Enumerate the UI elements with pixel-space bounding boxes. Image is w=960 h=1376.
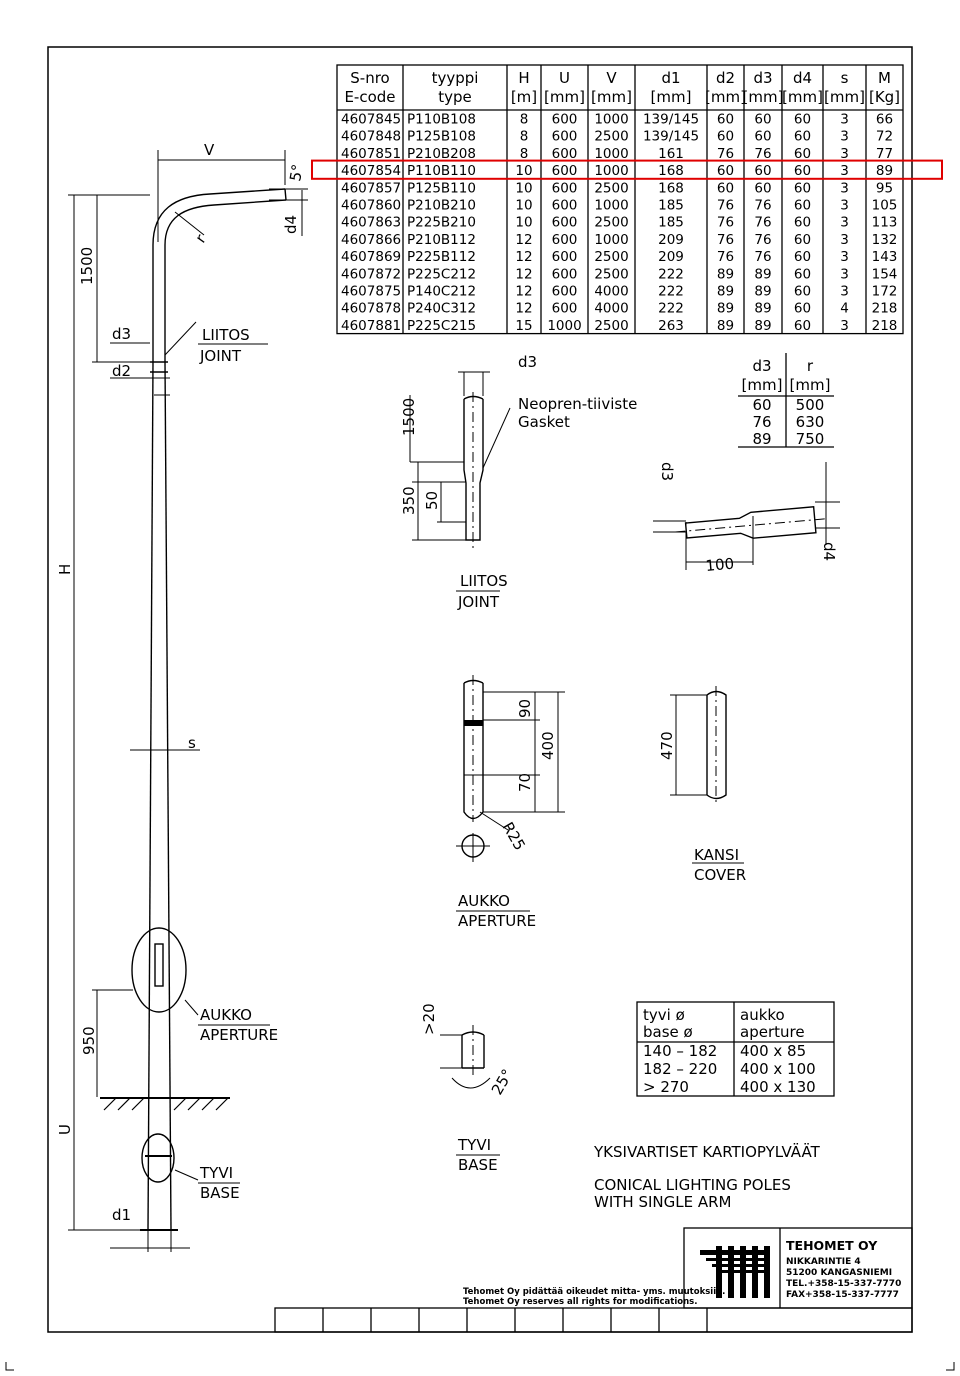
- joint-detail-label-fi: LIITOS: [460, 572, 508, 590]
- spec-cell: P110B108: [407, 111, 476, 128]
- aperture-header-cell: tyvi ø: [643, 1006, 685, 1024]
- joint-detail-label-en: JOINT: [458, 593, 500, 611]
- spec-cell: 139/145: [642, 128, 700, 145]
- spec-cell: 60: [793, 163, 812, 180]
- spec-header-cell: H: [518, 69, 530, 87]
- spec-cell: 76: [716, 214, 735, 231]
- aperture-label-en: APERTURE: [200, 1026, 279, 1044]
- spec-cell: 113: [871, 214, 898, 231]
- gasket-label-en: Gasket: [518, 413, 570, 431]
- spec-cell: 3: [840, 283, 849, 300]
- spec-cell: 3: [840, 249, 849, 266]
- spec-cell: P240C312: [407, 300, 477, 317]
- aperture-header-unit: base ø: [643, 1023, 693, 1041]
- spec-cell: 8: [519, 145, 529, 162]
- arm-joint-detail: [653, 462, 840, 570]
- dim-d1: d1: [112, 1206, 132, 1224]
- spec-header-unit: [mm]: [544, 88, 585, 106]
- spec-cell: 2500: [594, 266, 629, 283]
- dim-d4-arm: d4: [282, 214, 300, 234]
- spec-cell: 60: [754, 128, 772, 145]
- spec-cell: 60: [716, 111, 735, 128]
- spec-header-unit: [mm]: [650, 88, 692, 106]
- spec-cell: 600: [551, 266, 578, 283]
- base-dim-25deg: 25°: [487, 1065, 517, 1098]
- joint-dim-350: 350: [400, 486, 418, 515]
- spec-cell: 76: [754, 214, 772, 231]
- spec-cell: 76: [754, 145, 772, 162]
- spec-cell: 60: [793, 128, 812, 145]
- joint-dim-1500: 1500: [400, 397, 418, 436]
- spec-cell: 4607875: [341, 283, 402, 300]
- spec-cell: 89: [716, 300, 735, 317]
- spec-cell: 76: [716, 145, 735, 162]
- base-dim-gt20: >20: [420, 1003, 438, 1035]
- aperture-cell: 140 – 182: [643, 1042, 718, 1060]
- spec-cell: 600: [551, 163, 578, 180]
- spec-cell: 12: [515, 231, 533, 248]
- spec-cell: 4000: [594, 300, 629, 317]
- spec-cell: 1000: [594, 197, 629, 214]
- company-address1: NIKKARINTIE 4: [786, 1257, 861, 1267]
- radius-header-cell: r: [806, 357, 814, 375]
- spec-cell: 3: [840, 197, 849, 214]
- base-detail-label-en: BASE: [458, 1156, 498, 1174]
- spec-cell: 3: [840, 128, 849, 145]
- spec-cell: 600: [551, 128, 578, 145]
- aperture-detail-label-fi: AUKKO: [458, 892, 510, 910]
- spec-header-unit: [mm]: [782, 88, 823, 106]
- spec-header-cell: d4: [792, 69, 813, 87]
- spec-cell: 60: [793, 214, 812, 231]
- title-en-line1: CONICAL LIGHTING POLES: [594, 1176, 791, 1194]
- spec-cell: P225C212: [407, 266, 477, 283]
- spec-header-cell: M: [878, 69, 891, 87]
- dim-d3: d3: [112, 325, 132, 343]
- spec-cell: P125B110: [407, 180, 476, 197]
- spec-header-cell: d3: [753, 69, 773, 87]
- title-en-line2: WITH SINGLE ARM: [594, 1193, 732, 1211]
- dim-1500-joint: 1500: [78, 246, 96, 285]
- rights-en: Tehomet Oy reserves all rights for modifications.: [463, 1297, 698, 1307]
- spec-cell: 12: [515, 300, 533, 317]
- spec-cell: 89: [716, 266, 735, 283]
- radius-cell: 500: [795, 396, 825, 414]
- company-address2: 51200 KANGASNIEMI: [786, 1268, 893, 1278]
- spec-cell: 139/145: [642, 111, 700, 128]
- aperture-header-cell: aukko: [740, 1006, 785, 1024]
- spec-cell: 3: [840, 145, 849, 162]
- spec-cell: 10: [515, 214, 533, 231]
- spec-cell: 89: [716, 317, 735, 334]
- arm-dim-d3: d3: [658, 462, 676, 482]
- spec-cell: 132: [871, 231, 898, 248]
- company-name: TEHOMET OY: [786, 1238, 878, 1253]
- radius-header-unit: [mm]: [741, 376, 783, 394]
- spec-cell: 263: [658, 317, 684, 334]
- spec-cell: 600: [551, 145, 578, 162]
- radius-cell: 60: [752, 396, 772, 414]
- company-tel: TEL.+358-15-337-7770: [786, 1279, 902, 1289]
- spec-cell: 77: [875, 145, 894, 162]
- joint-detail: [410, 372, 510, 548]
- spec-header-unit: [Kg]: [868, 88, 901, 106]
- spec-cell: 172: [871, 283, 898, 300]
- spec-cell: 76: [754, 197, 772, 214]
- spec-header-unit: [mm]: [742, 88, 784, 106]
- aperture-header-unit: aperture: [740, 1023, 805, 1041]
- spec-cell: P225B210: [407, 214, 476, 231]
- dim-s: s: [188, 734, 196, 752]
- spec-cell: 89: [754, 283, 772, 300]
- dim-V: V: [204, 141, 215, 159]
- spec-cell: 60: [716, 180, 735, 197]
- joint-dim-d3: d3: [518, 353, 538, 371]
- spec-cell: 76: [716, 231, 735, 248]
- spec-cell: 4607851: [341, 145, 402, 162]
- spec-cell: 60: [793, 283, 812, 300]
- spec-cell: 209: [658, 231, 684, 248]
- drawing-title: [593, 1142, 821, 1211]
- label-underlines: [198, 344, 530, 1183]
- aperture-dim-R25: R25: [498, 819, 529, 854]
- spec-cell: 89: [754, 300, 772, 317]
- spec-cell: 3: [840, 317, 849, 334]
- spec-cell: 12: [515, 283, 533, 300]
- dim-H: H: [56, 563, 74, 575]
- spec-cell: 60: [754, 163, 772, 180]
- radius-cell: 630: [795, 413, 825, 431]
- dim-d2: d2: [112, 362, 132, 380]
- spec-cell: 60: [793, 231, 812, 248]
- aperture-label-fi: AUKKO: [200, 1006, 252, 1024]
- spec-cell: 89: [754, 317, 772, 334]
- spec-cell: 222: [658, 300, 684, 317]
- cover-label-fi: KANSI: [694, 846, 739, 864]
- spec-cell: 15: [515, 317, 533, 334]
- spec-cell: P225C215: [407, 317, 477, 334]
- rights-fi: Tehomet Oy pidättää oikeudet mitta- yms. muutoksiin.: [463, 1287, 726, 1297]
- spec-cell: 600: [551, 300, 578, 317]
- cover-labels: [658, 731, 746, 884]
- spec-cell: 600: [551, 283, 578, 300]
- spec-cell: P125B108: [407, 128, 476, 145]
- pole-labels: [56, 141, 307, 1224]
- spec-cell: 89: [875, 163, 894, 180]
- spec-cell: 1000: [594, 111, 629, 128]
- spec-cell: 4607872: [341, 266, 402, 283]
- spec-cell: 4607869: [341, 249, 402, 266]
- dim-5deg: 5°: [286, 162, 307, 183]
- cover-label-en: COVER: [694, 866, 747, 884]
- base-label-en: BASE: [200, 1184, 240, 1202]
- spec-cell: 600: [551, 249, 578, 266]
- spec-cell: 600: [551, 231, 578, 248]
- spec-cell: 218: [871, 300, 898, 317]
- spec-header-cell: s: [840, 69, 849, 87]
- spec-cell: 4000: [594, 283, 629, 300]
- spec-cell: 60: [754, 180, 772, 197]
- spec-header-cell: tyyppi: [431, 69, 479, 87]
- spec-header-unit: E-code: [344, 88, 396, 106]
- spec-cell: 60: [793, 145, 812, 162]
- aperture-cell: 400 x 85: [740, 1042, 807, 1060]
- spec-cell: 185: [658, 214, 684, 231]
- spec-cell: 60: [793, 197, 812, 214]
- radius-cell: 89: [752, 430, 772, 448]
- spec-cell: 3: [840, 214, 849, 231]
- spec-cell: 4607860: [341, 197, 402, 214]
- spec-cell: 4607863: [341, 214, 402, 231]
- spec-cell: P110B110: [407, 163, 476, 180]
- spec-cell: 4607845: [341, 111, 402, 128]
- pole-dimensions: [68, 150, 308, 1252]
- spec-cell: P210B208: [407, 145, 476, 162]
- spec-cell: 143: [871, 249, 898, 266]
- spec-cell: 154: [871, 266, 898, 283]
- spec-cell: 1000: [594, 163, 629, 180]
- spec-cell: P210B210: [407, 197, 476, 214]
- spec-cell: 95: [875, 180, 894, 197]
- spec-cell: 60: [716, 163, 735, 180]
- spec-cell: 76: [754, 249, 772, 266]
- spec-cell: 3: [840, 163, 849, 180]
- spec-cell: 10: [515, 163, 533, 180]
- pole-elevation: [100, 189, 286, 1230]
- aperture-cell: 400 x 100: [740, 1060, 816, 1078]
- spec-cell: 76: [754, 231, 772, 248]
- spec-cell: 4607857: [341, 180, 402, 197]
- spec-header-cell: d2: [715, 69, 736, 87]
- spec-cell: 2500: [594, 249, 629, 266]
- company-info: [463, 1238, 901, 1307]
- spec-cell: 222: [658, 266, 684, 283]
- spec-header-unit: [mm]: [591, 88, 632, 106]
- spec-cell: 168: [658, 163, 684, 180]
- base-detail-label-fi: TYVI: [458, 1136, 492, 1154]
- spec-cell: P140C212: [407, 283, 477, 300]
- spec-cell: 4607881: [341, 317, 402, 334]
- spec-cell: 60: [793, 180, 812, 197]
- dim-950: 950: [80, 1026, 98, 1055]
- aperture-table: [637, 1002, 834, 1096]
- spec-cell: 3: [840, 111, 849, 128]
- spec-cell: 8: [519, 128, 529, 145]
- spec-cell: 2500: [594, 214, 629, 231]
- spec-cell: 60: [754, 111, 772, 128]
- radius-cell: 750: [795, 430, 825, 448]
- spec-cell: 4: [840, 300, 849, 317]
- aperture-cell: > 270: [643, 1078, 689, 1096]
- spec-cell: 10: [515, 197, 533, 214]
- base-label-fi: TYVI: [200, 1164, 234, 1182]
- spec-cell: 161: [658, 145, 684, 162]
- joint-dim-50: 50: [423, 490, 441, 510]
- gasket-label-fi: Neopren-tiiviste: [518, 395, 638, 413]
- joint-label-fi: LIITOS: [202, 326, 250, 344]
- spec-cell: 600: [551, 214, 578, 231]
- spec-cell: 76: [716, 249, 735, 266]
- spec-cell: 60: [793, 111, 812, 128]
- spec-cell: 12: [515, 266, 533, 283]
- spec-cell: 3: [840, 180, 849, 197]
- radius-cell: 76: [752, 413, 772, 431]
- spec-cell: 168: [658, 180, 684, 197]
- crop-marks: [6, 1362, 954, 1370]
- spec-cell: 72: [875, 128, 894, 145]
- spec-header-unit: [mm]: [824, 88, 865, 106]
- spec-cell: 1000: [547, 317, 582, 334]
- spec-cell: 600: [551, 180, 578, 197]
- spec-cell: 60: [793, 249, 812, 266]
- spec-cell: 600: [551, 197, 578, 214]
- spec-cell: 2500: [594, 180, 629, 197]
- arm-dim-100: 100: [704, 554, 735, 575]
- arm-dim-d4: d4: [820, 542, 838, 562]
- company-fax: FAX+358-15-337-7777: [786, 1290, 899, 1300]
- spec-header-cell: S-nro: [350, 69, 390, 87]
- base-detail: [440, 1025, 490, 1088]
- spec-cell: 12: [515, 249, 533, 266]
- spec-cell: P225B112: [407, 249, 476, 266]
- aperture-cell: 182 – 220: [643, 1060, 718, 1078]
- spec-cell: 600: [551, 111, 578, 128]
- aperture-dim-70: 70: [516, 772, 534, 792]
- dim-U: U: [56, 1124, 74, 1135]
- aperture-dim-90: 90: [516, 698, 534, 718]
- cover-detail: [670, 686, 744, 863]
- joint-label-en: JOINT: [200, 347, 242, 365]
- spec-cell: 209: [658, 249, 684, 266]
- spec-cell: 8: [519, 111, 529, 128]
- radius-header-unit: [mm]: [789, 376, 831, 394]
- radius-table: [738, 353, 834, 448]
- dim-r: r: [191, 230, 210, 247]
- radius-header-cell: d3: [752, 357, 772, 375]
- spec-header-unit: [m]: [510, 88, 538, 106]
- spec-cell: P210B112: [407, 231, 476, 248]
- spec-cell: 60: [793, 317, 812, 334]
- spec-cell: 66: [875, 111, 894, 128]
- spec-cell: 10: [515, 180, 533, 197]
- arm-joint-labels: [658, 462, 838, 575]
- spec-cell: 60: [793, 266, 812, 283]
- spec-cell: 76: [716, 197, 735, 214]
- aperture-detail-label-en: APERTURE: [458, 912, 537, 930]
- spec-cell: 3: [840, 231, 849, 248]
- spec-cell: 1000: [594, 231, 629, 248]
- title-fi: YKSIVARTISET KARTIOPYLVÄÄT: [594, 1143, 820, 1161]
- spec-header-cell: U: [559, 69, 570, 87]
- spec-header-unit: [mm]: [705, 88, 746, 106]
- aperture-detail-labels: [458, 699, 557, 930]
- spec-cell: 4607866: [341, 231, 402, 248]
- spec-cell: 4607848: [341, 128, 402, 145]
- spec-cell: 218: [871, 317, 898, 334]
- cover-dim-470: 470: [658, 731, 676, 760]
- spec-cell: 222: [658, 283, 684, 300]
- base-detail-labels: [420, 1003, 517, 1174]
- spec-cell: 4607878: [341, 300, 402, 317]
- aperture-cell: 400 x 130: [740, 1078, 816, 1096]
- spec-cell: 89: [754, 266, 772, 283]
- spec-header-unit: type: [438, 88, 472, 106]
- spec-header-cell: V: [606, 69, 617, 87]
- spec-cell: 1000: [594, 145, 629, 162]
- spec-cell: 60: [716, 128, 735, 145]
- spec-table: [312, 65, 942, 334]
- spec-header-cell: d1: [661, 69, 681, 87]
- spec-cell: 89: [716, 283, 735, 300]
- spec-cell: 2500: [594, 128, 629, 145]
- spec-cell: 2500: [594, 317, 629, 334]
- spec-cell: 60: [793, 300, 812, 317]
- aperture-dim-400: 400: [539, 731, 557, 760]
- spec-cell: 105: [871, 197, 898, 214]
- spec-cell: 185: [658, 197, 684, 214]
- spec-cell: 4607854: [341, 163, 402, 180]
- spec-cell: 3: [840, 266, 849, 283]
